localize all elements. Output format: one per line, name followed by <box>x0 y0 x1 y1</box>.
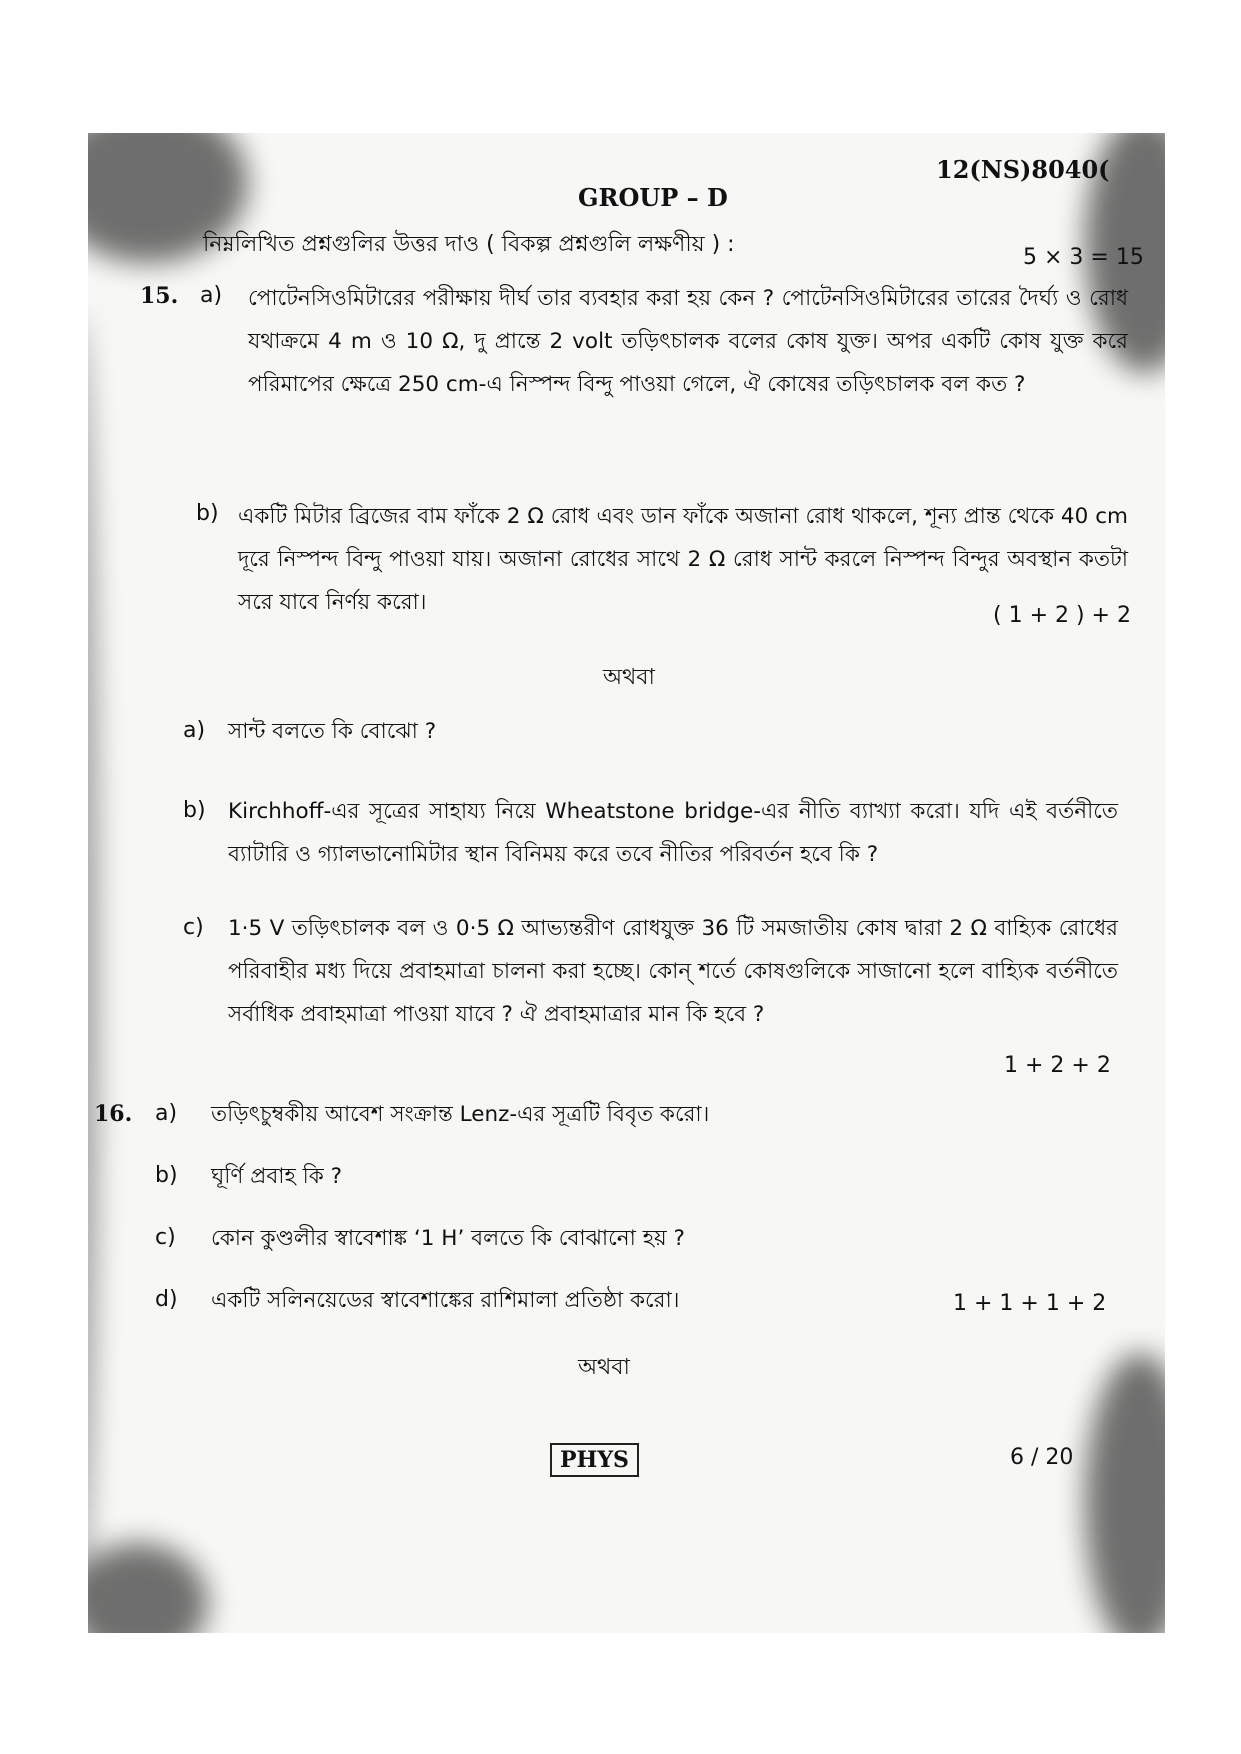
q15-alt-c-text: 1·5 V তড়িৎচালক বল ও 0·5 Ω আভ্যন্তরীণ রোধযুক্ত 36 টি সমজাতীয় কোষ দ্বারা 2 Ω বাহ্যিক রোধের পরিবাহীর মধ্য দিয়ে প্রবাহমাত্রা চালনা করা হচ্ছে। কোন্ শর্তে কোষগুলিকে সাজানো হলে বাহ্যিক বর্তনীতে সর্বাধিক প্রবাহমাত্রা পাওয়া যাবে ? ঐ প্রবাহমাত্রার মান কি হবে ? <box>228 916 1118 1027</box>
q16b-label: b) <box>155 1163 178 1188</box>
scan-shadow <box>1085 1353 1165 1633</box>
exam-page <box>88 133 1165 1633</box>
or-divider-15: অথবা <box>603 665 655 690</box>
page-number: 6 / 20 <box>1010 1445 1074 1470</box>
q15b-marks: ( 1 + 2 ) + 2 <box>993 603 1131 628</box>
group-heading: GROUP – D <box>578 183 728 212</box>
question-number-15: 15. <box>140 283 179 309</box>
q16a-label: a) <box>155 1101 178 1126</box>
q15-alt-a-label: a) <box>183 718 206 743</box>
total-marks: 5 × 3 = 15 <box>1023 245 1144 270</box>
subject-code-box: PHYS <box>550 1443 639 1477</box>
q16c-label: c) <box>155 1225 176 1250</box>
q15b-label: b) <box>196 501 219 526</box>
q16d-marks: 1 + 1 + 1 + 2 <box>953 1291 1107 1316</box>
scan-shadow <box>88 313 98 1613</box>
q16c-text: কোন কুণ্ডলীর স্বাবেশাঙ্ক ‘1 H’ বলতে কি বোঝানো হয় ? <box>211 1226 685 1251</box>
q16d-text: একটি সলিনয়েডের স্বাবেশাঙ্কের রাশিমালা প্রতিষ্ঠা করো। <box>211 1288 680 1313</box>
q16d-label: d) <box>155 1287 178 1312</box>
question-number-16: 16. <box>94 1101 133 1127</box>
q15-alt-c-marks: 1 + 2 + 2 <box>1004 1053 1111 1078</box>
q15-alt-a-text: সান্ট বলতে কি বোঝো ? <box>228 719 437 744</box>
q15a-text: পোটেনসিওমিটারের পরীক্ষায় দীর্ঘ তার ব্যবহার করা হয় কেন ? পোটেনসিওমিটারের তারের দৈর্ঘ্য ও রোধ যথাক্রমে 4 m ও 10 Ω, দু প্রান্তে 2 volt তড়িৎচালক বলের কোষ যুক্ত। অপর একটি কোষ যুক্ত করে পরিমাপের ক্ষেত্রে 250 cm-এ নিস্পন্দ বিন্দু পাওয়া গেলে, ঐ কোষের তড়িৎচালক বল কত ? <box>248 286 1128 397</box>
or-divider-16: অথবা <box>578 1355 630 1380</box>
q15b-text: একটি মিটার ব্রিজের বাম ফাঁকে 2 Ω রোধ এবং ডান ফাঁকে অজানা রোধ থাকলে, শূন্য প্রান্ত থেকে 40 cm দূরে নিস্পন্দ বিন্দু পাওয়া যায়। অজানা রোধের সাথে 2 Ω রোধ সান্ট করলে নিস্পন্দ বিন্দুর অবস্থান কতটা সরে যাবে নির্ণয় করো। <box>238 504 1128 615</box>
paper-code: 12(NS)8040( <box>936 155 1110 184</box>
instructions: নিম্নলিখিত প্রশ্নগুলির উত্তর দাও ( বিকল্প প্রশ্নগুলি লক্ষণীয় ) : <box>203 232 735 257</box>
q15-alt-b-text: Kirchhoff-এর সূত্রের সাহায্য নিয়ে Wheatstone bridge-এর নীতি ব্যাখ্যা করো। যদি এই বর্তনীতে ব্যাটারি ও গ্যালভানোমিটার স্থান বিনিময় করে তবে নীতির পরিবর্তন হবে কি ? <box>228 799 1118 867</box>
q16b-text: ঘূর্ণি প্রবাহ কি ? <box>211 1164 343 1189</box>
q16a-text: তড়িৎচুম্বকীয় আবেশ সংক্রান্ত Lenz-এর সূত্রটি বিবৃত করো। <box>211 1102 710 1127</box>
q15a-label: a) <box>200 283 223 308</box>
scan-shadow <box>88 1543 208 1633</box>
q15-alt-b-label: b) <box>183 798 206 823</box>
q15-alt-c-label: c) <box>183 915 204 940</box>
